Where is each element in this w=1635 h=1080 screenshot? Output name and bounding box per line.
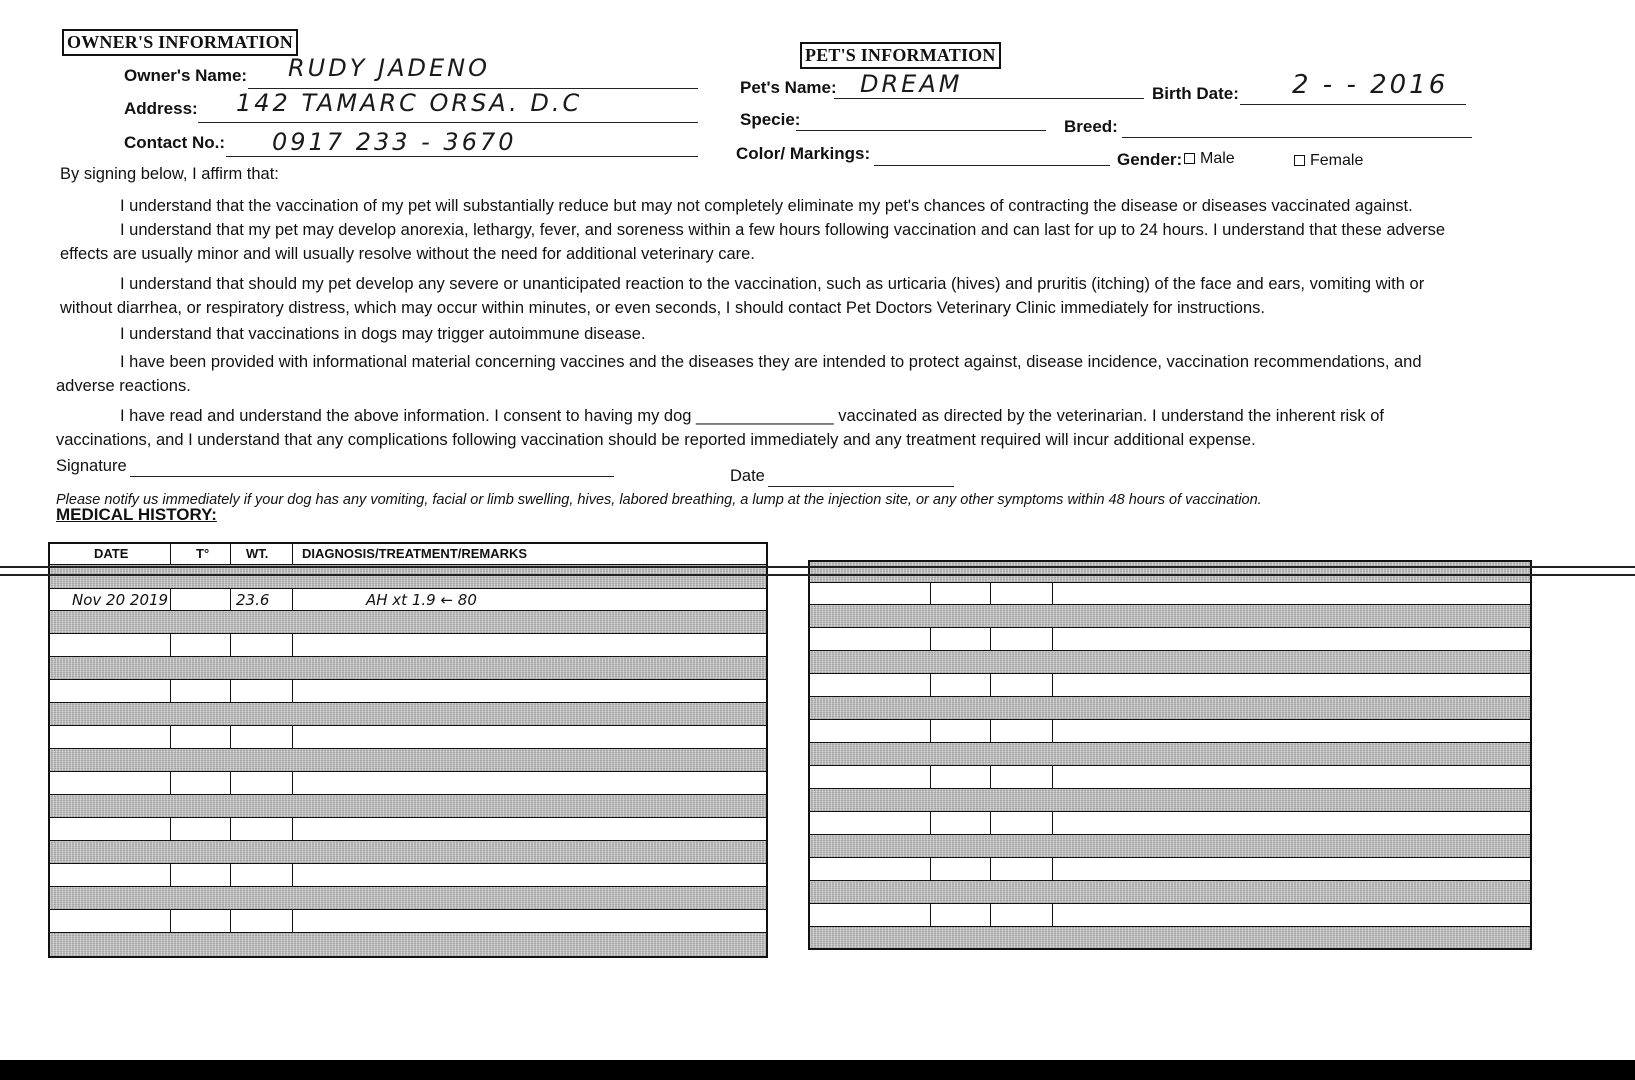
birth-date-line: [1240, 104, 1466, 105]
gender-female-option[interactable]: [1294, 152, 1363, 170]
gender-male-text: Male: [1200, 150, 1235, 167]
consent-p5a: I have been provided with informational material concerning vaccines and the diseases they are intended to protect against, disease incidence, vaccination recommendations, and: [120, 353, 1422, 371]
gender-female-text: Female: [1310, 152, 1364, 169]
medical-history-table-right: [808, 560, 1532, 950]
color-markings-line: [874, 165, 1110, 166]
birth-date-value[interactable]: 2 - - 2016: [1292, 70, 1449, 100]
address-label: Address:: [124, 99, 198, 118]
consent-p1: I understand that the vaccination of my pet will substantially reduce but may not completely eliminate my pet's chances of contracting the disease or diseases vaccinated against.: [120, 197, 1413, 215]
consent-p2b: effects are usually minor and will usually resolve without the need for additional veterinary care.: [60, 245, 755, 263]
entry-date[interactable]: Nov 20 2019: [72, 591, 169, 609]
address-line: [198, 122, 698, 123]
breed-line: [1122, 137, 1472, 138]
scan-bottom-edge: [0, 1060, 1635, 1080]
signature-line[interactable]: [130, 476, 614, 477]
female-checkbox-icon[interactable]: [1294, 155, 1305, 166]
consent-p5b: adverse reactions.: [56, 377, 191, 395]
pet-name-value[interactable]: DREAM: [860, 70, 963, 98]
scan-artifact-line: [0, 566, 1635, 568]
medical-history-heading: MEDICAL HISTORY:: [56, 505, 217, 524]
breed-label: Breed:: [1064, 117, 1118, 136]
column-header-remarks: DIAGNOSIS/TREATMENT/REMARKS: [302, 546, 528, 561]
owner-name-label: Owner's Name:: [124, 66, 248, 85]
address-value[interactable]: 142 TAMARC ORSA. D.C: [236, 89, 583, 117]
column-header-weight: WT.: [246, 546, 269, 561]
signature-label: Signature: [56, 457, 127, 475]
pet-name-label: Pet's Name:: [740, 78, 837, 97]
contact-line: [226, 156, 698, 157]
contact-value[interactable]: 0917 233 - 3670: [272, 128, 517, 156]
medical-history-table-left: [48, 542, 768, 958]
gender-male-option[interactable]: [1184, 150, 1235, 168]
notice-text: Please notify us immediately if your dog has any vomiting, facial or limb swelling, hives, labored breathing, a lump at the injection site, or any other symptoms within 48 hours of vaccination.: [56, 492, 1262, 508]
consent-p3b: without diarrhea, or respiratory distress, which may occur within minutes, or even seconds, I should contact Pet Doctors Veterinary Clinic immediately for instructions.: [60, 299, 1265, 317]
consent-p6a: I have read and understand the above information. I consent to having my dog _______________ vaccinated as directed by the veterinarian. I understand the inherent risk of: [120, 407, 1385, 425]
date-label: Date: [730, 467, 765, 485]
specie-line: [796, 130, 1046, 131]
pet-name-line: [834, 98, 1144, 99]
owner-name-value[interactable]: RUDY JADENO: [288, 54, 490, 82]
consent-p2a: I understand that my pet may develop anorexia, lethargy, fever, and soreness within a few hours following vaccination and can last for up to 24 hours. I understand that these adverse: [120, 221, 1446, 239]
entry-weight[interactable]: 23.6: [236, 591, 270, 609]
gender-label: Gender:: [1117, 150, 1183, 169]
date-line[interactable]: [768, 486, 954, 487]
column-header-temp: T°: [196, 546, 210, 561]
consent-p4: I understand that vaccinations in dogs may trigger autoimmune disease.: [120, 325, 646, 343]
pet-info-heading: PET'S INFORMATION: [800, 42, 1001, 69]
specie-label: Specie:: [740, 110, 801, 129]
male-checkbox-icon[interactable]: [1184, 153, 1195, 164]
consent-p3a: I understand that should my pet develop any severe or unanticipated reaction to the vaccination, such as urticaria (hives) and pruritis (itching) of the face and ears, vomiting with or: [120, 275, 1425, 293]
column-header-date: DATE: [94, 546, 129, 561]
entry-remarks[interactable]: AH xt 1.9 ← 80: [366, 591, 477, 609]
consent-p6b: vaccinations, and I understand that any complications following vaccination should be reported immediately and any treatment required will incur additional expense.: [56, 431, 1256, 449]
color-markings-label: Color/ Markings:: [736, 144, 871, 163]
birth-date-label: Birth Date:: [1152, 84, 1239, 103]
contact-label: Contact No.:: [124, 133, 226, 152]
owner-info-heading: OWNER'S INFORMATION: [62, 29, 298, 56]
consent-intro: By signing below, I affirm that:: [60, 165, 279, 183]
scan-artifact-line: [0, 574, 1635, 576]
